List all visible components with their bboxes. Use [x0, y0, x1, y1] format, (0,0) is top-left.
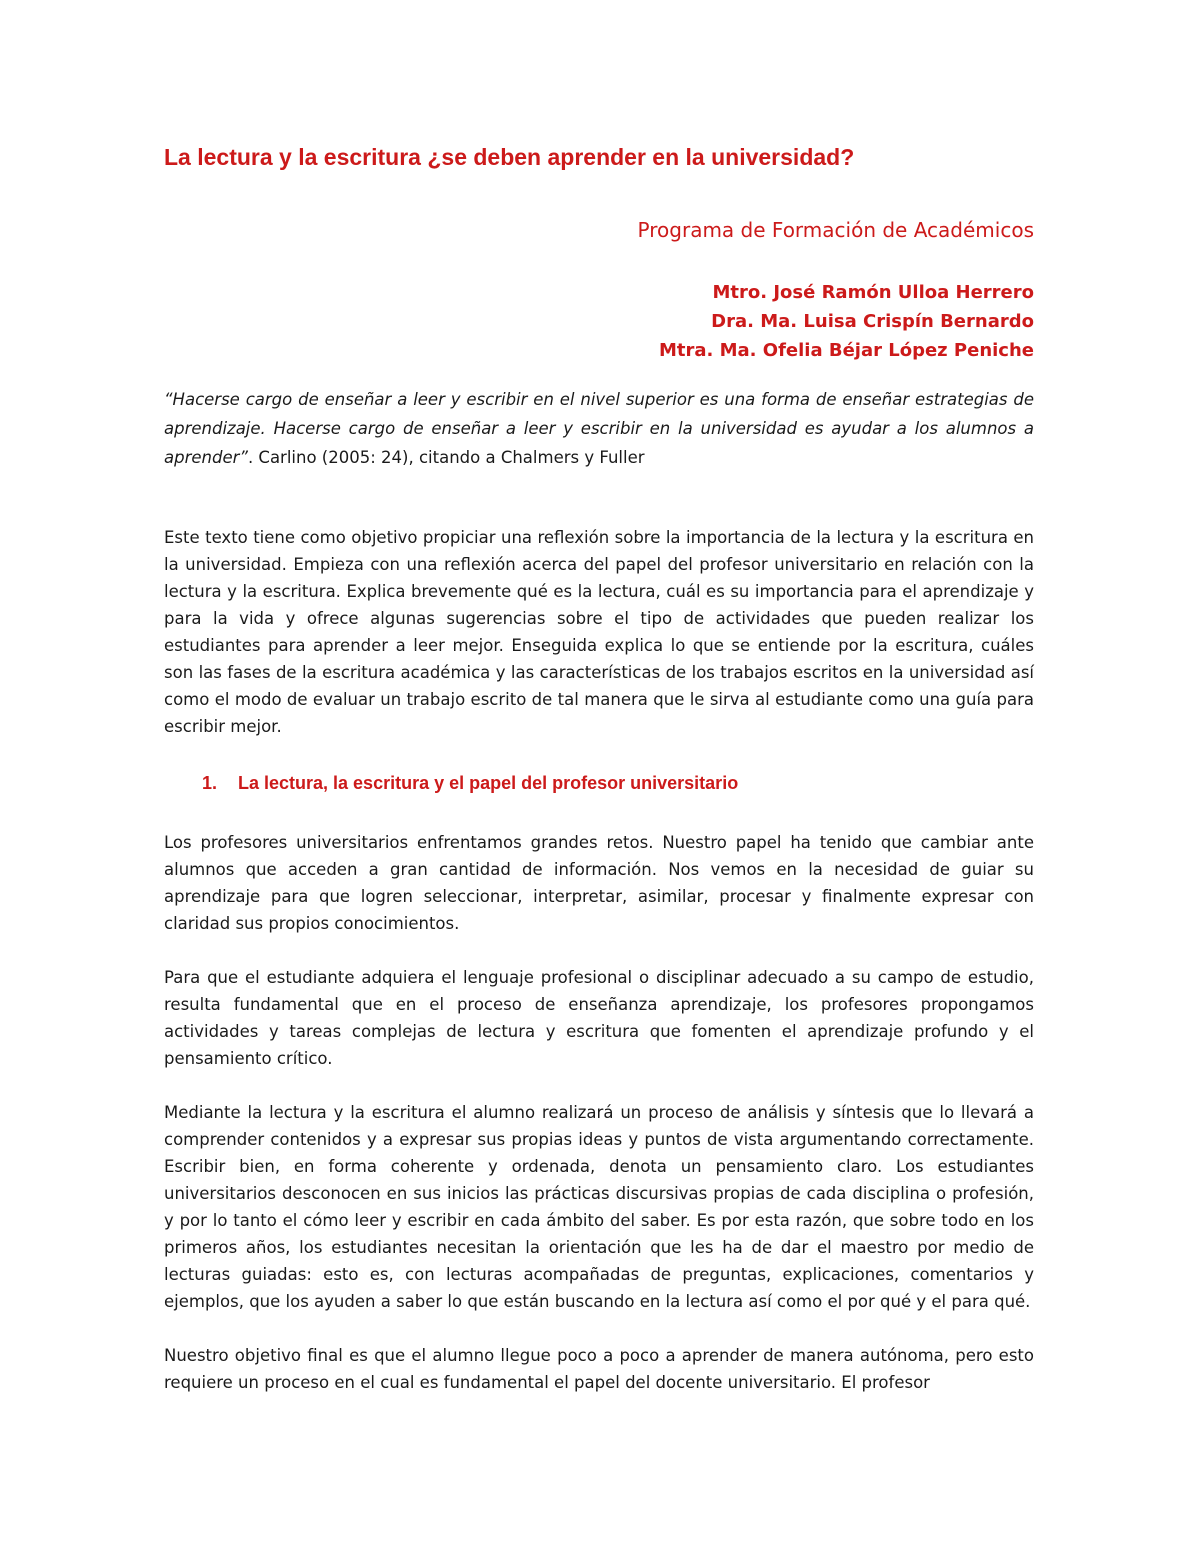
- body-paragraph: Nuestro objetivo final es que el alumno llegue poco a poco a aprender de manera autónoma, pero esto requiere un proceso en el cual es fundamental el papel del docente universitario. El profesor: [164, 1346, 1034, 1392]
- intro-paragraph: Este texto tiene como objetivo propiciar una reflexión sobre la importancia de la lectura y la escritura en la universidad. Empieza con una reflexión acerca del papel del profesor universitario en relación con la lectura y la escritura. Explica brevemente qué es la lectura, cuál es su importancia para el aprendizaje y para la vida y ofrece algunas sugerencias sobre el tipo de actividades que pueden realizar los estudiantes para aprender a leer mejor. Enseguida explica lo que se entiende por la escritura, cuáles son las fases de la escritura académica y las características de los trabajos escritos en la universidad así como el modo de evaluar un trabajo escrito de tal manera que le sirva al estudiante como una guía para escribir mejor.: [164, 528, 1034, 736]
- program-name: Programa de Formación de Académicos: [637, 218, 1034, 242]
- author-name: Mtra. Ma. Ofelia Béjar López Peniche: [658, 340, 1034, 361]
- section-title: La lectura, la escritura y el papel del profesor universitario: [238, 773, 739, 793]
- author-name: Dra. Ma. Luisa Crispín Bernardo: [711, 311, 1034, 332]
- author-list: [164, 278, 1034, 365]
- epigraph-citation: . Carlino (2005: 24), citando a Chalmers y Fuller: [247, 448, 645, 467]
- document-body: [164, 140, 1034, 1396]
- section-number: 1.: [202, 773, 218, 793]
- author-name: Mtro. José Ramón Ulloa Herrero: [712, 282, 1034, 303]
- document-title: La lectura y la escritura ¿se deben aprender en la universidad?: [164, 144, 855, 170]
- body-paragraph: Mediante la lectura y la escritura el alumno realizará un proceso de análisis y síntesis que lo llevará a comprender contenidos y a expresar sus propias ideas y puntos de vista argumentando correctamente. Escribir bien, en forma coherente y ordenada, denota un pensamiento claro. Los estudiantes universitarios desconocen en sus inicios las prácticas discursivas propias de cada disciplina o profesión, y por lo tanto el cómo leer y escribir en cada ámbito del saber. Es por esta razón, que sobre todo en los primeros años, los estudiantes necesitan la orientación que les ha de dar el maestro por medio de lecturas guiadas: esto es, con lecturas acompañadas de preguntas, explicaciones, comentarios y ejemplos, que los ayuden a saber lo que están buscando en la lectura así como el por qué y el para qué.: [164, 1103, 1034, 1311]
- body-paragraph: Para que el estudiante adquiera el lenguaje profesional o disciplinar adecuado a su campo de estudio, resulta fundamental que en el proceso de enseñanza aprendizaje, los profesores propongamos actividades y tareas complejas de lectura y escritura que fomenten el aprendizaje profundo y el pensamiento crítico.: [164, 968, 1034, 1068]
- body-paragraph: Los profesores universitarios enfrentamos grandes retos. Nuestro papel ha tenido que cambiar ante alumnos que acceden a gran cantidad de información. Nos vemos en la necesidad de guiar su aprendizaje para que logren seleccionar, interpretar, asimilar, procesar y finalmente expresar con claridad sus propios conocimientos.: [164, 833, 1034, 933]
- epigraph: [164, 385, 1034, 472]
- epigraph-quote: “Hacerse cargo de enseñar a leer y escribir en el nivel superior es una forma de enseñar estrategias de aprendizaje. Hacerse cargo de enseñar a leer y escribir en la universidad es ayudar a los alumnos a aprender”: [164, 390, 1034, 467]
- section-heading: [164, 767, 1034, 799]
